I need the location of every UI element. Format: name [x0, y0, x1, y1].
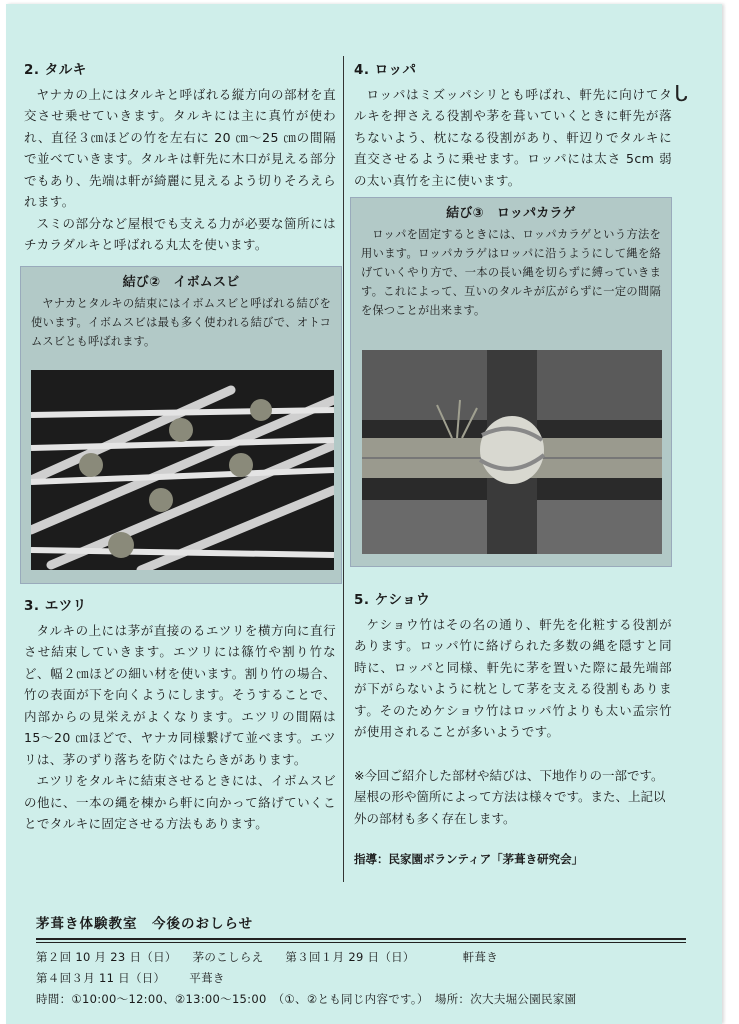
roppakarage-photo [362, 350, 662, 554]
section-title: 4. ロッパ [354, 62, 417, 78]
schedule-row [36, 989, 686, 1010]
paragraph: エツリをタルキに結束させるときには、イボムスビの他に、一本の縄を棟から軒に向かって絡げていくことでタルキに固定させる方法もあります。 [24, 773, 336, 831]
box-text: ヤナカとタルキの結束にはイボムスビと呼ばれる結びを使います。イボムスビは最も多く使われる結びで、オトコムスビとも呼ばれます。 [31, 297, 331, 348]
divider [36, 938, 686, 940]
section-keshou [354, 590, 672, 882]
section-title: 3. エツリ [24, 598, 87, 614]
session-date: 第３回１月 29 日（日） [285, 950, 415, 964]
schedule-row [36, 947, 686, 968]
document-page [6, 4, 722, 1024]
section-etsuri [24, 596, 336, 835]
session-topic: 平葺き [189, 971, 225, 985]
paragraph: ロッパはミズッパシリとも呼ばれ、軒先に向けてタルキを押さえる役割や茅を葺いていくときに軒先が落ちないよう、枕になる役割があり、軒辺りでタルキに直交させるように乗せます。ロッパには太さ 5cm 弱の太い真竹を主に使います。 [354, 86, 672, 188]
box-title: 結び③ ロッパカラゲ [446, 206, 576, 221]
schedule-row [36, 968, 686, 989]
paragraph: スミの部分など屋根でも支える力が必要な箇所にはチカラダルキと呼ばれる丸太を使います。 [24, 215, 336, 252]
section-title: 2. タルキ [24, 62, 87, 78]
session-date: 第２回 10 月 23 日（日） [36, 950, 177, 964]
credit-text: 指導：民家園ボランティア「茅葺き研究会」 [354, 852, 584, 866]
note-text: ※今回ご紹介した部材や結びは、下地作りの一部です。屋根の形や箇所によって方法は様々です。また、上記以外の部材も多く存在します。 [354, 767, 666, 826]
box-text: ロッパを固定するときには、ロッパカラゲという方法を用います。ロッパカラゲはロッパに沿うようにして縄を絡げていくやり方で、一本の長い縄を切らずに縛っていきます。これによって、互いのタルキが広がらずに一定の間隔を保つことが出来ます。 [361, 228, 661, 317]
time-place-text: 時間：①10:00〜12:00、②13:00〜15:00 （①、②とも同じ内容です。） 場所：次大夫堀公園民家園 [36, 992, 577, 1006]
paragraph: ヤナカの上にはタルキと呼ばれる縦方向の部材を直交させ乗せていきます。タルキには主に真竹が使われ、直径３㎝ほどの竹を左右に 20 ㎝〜25 ㎝の間隔で並べていきます。タルキは軒先に木口が見える部分でもあり、先端は軒が綺麗に見えるよう切りそろえられます。 [24, 86, 336, 209]
session-date: 第４回３月 11 日（日） [36, 971, 166, 985]
session-topic: 軒葺き [462, 950, 499, 964]
paragraph: ケショウ竹はその名の通り、軒先を化粧する役割があります。ロッパ竹に絡げられた多数の縄を隠すと同時に、ロッパと同様、軒先に茅を置いた際に最先端部が下がらないように枕として茅を支える役割もあります。そのためケショウ竹はロッパ竹よりも太い孟宗竹が使用されることが多いようです。 [354, 616, 672, 739]
section-taruki [24, 60, 336, 256]
ibomusubi-photo [31, 370, 334, 570]
session-topic: 茅のこしらえ [192, 950, 264, 964]
box-title: 結び② イボムスビ [122, 275, 240, 290]
handwritten-check-icon: ᒐ [674, 82, 688, 107]
schedule-footer [36, 912, 686, 1010]
paragraph: タルキの上には茅が直接のるエツリを横方向に直行させ結束していきます。エツリには篠竹や割り竹など、幅２㎝ほどの細い材を使います。割り竹の場合、竹の表面が下を向くようにします。そうすることで、内部からの見栄えがよくなります。エツリの間隔は 15〜20 ㎝ほどで、ヤナカ同様繋げて並べます。エツリは、茅のずり落ちを防ぐはたらきがあります。 [24, 622, 336, 767]
schedule-title: 茅葺き体験教室 今後のおしらせ [36, 916, 254, 932]
section-title: 5. ケショウ [354, 592, 431, 608]
section-roppa [354, 60, 672, 191]
divider [36, 942, 686, 943]
column-divider [343, 56, 344, 882]
